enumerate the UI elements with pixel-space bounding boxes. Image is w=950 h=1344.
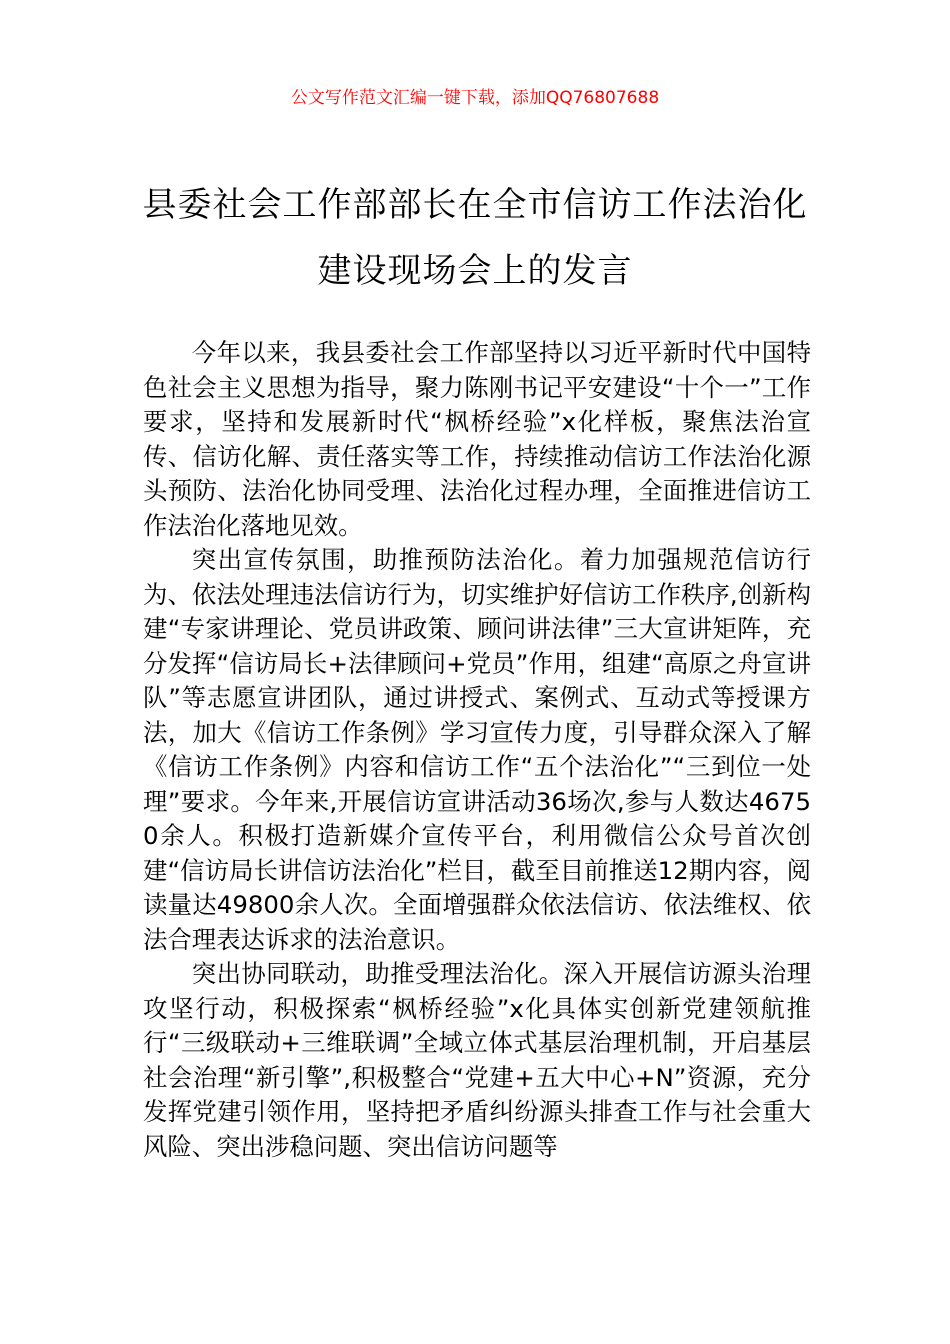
document-body bbox=[143, 336, 811, 1164]
download-banner[interactable]: 公文写作范文汇编一键下载，添加QQ76807688 bbox=[290, 88, 660, 108]
paragraph-publicity: 突出宣传氛围，助推预防法治化。着力加强规范信访行为、依法处理违法信访行为，切实维护好信访工作秩序,创新构建“专家讲理论、党员讲政策、顾问讲法律”三大宣讲矩阵，充分发挥“信访局长+法律顾问+党员”作用，组建“高原之舟宣讲队”等志愿宣讲团队，通过讲授式、案例式、互动式等授课方法，加大《信访工作条例》学习宣传力度，引导群众深入了解《信访工作条例》内容和信访工作“五个法治化”“三到位一处理”要求。今年来,开展信访宣讲活动36场次,参与人数达46750余人。积极打造新媒介宣传平台，利用微信公众号首次创建“信访局长讲信访法治化”栏目，截至目前推送12期内容，阅读量达49800余人次。全面增强群众依法信访、依法维权、依法合理表达诉求的法治意识。 bbox=[143, 545, 811, 954]
paragraph-coordination: 突出协同联动，助推受理法治化。深入开展信访源头治理攻坚行动，积极探索“枫桥经验”x化具体实创新党建领航推行“三级联动+三维联调”全域立体式基层治理机制，开启基层社会治理“新引擎”,积极整合“党建+五大中心+N”资源，充分发挥党建引领作用，坚持把矛盾纠纷源头排查工作与社会重大风险、突出涉稳问题、突出信访问题等 bbox=[143, 959, 811, 1161]
paragraph-intro: 今年以来，我县委社会工作部坚持以习近平新时代中国特色社会主义思想为指导，聚力陈刚书记平安建设“十个一”工作要求，坚持和发展新时代“枫桥经验”x化样板，聚焦法治宣传、信访化解、责任落实等工作，持续推动信访工作法治化源头预防、法治化协同受理、法治化过程办理，全面推进信访工作法治化落地见效。 bbox=[143, 338, 811, 540]
document-title: 县委社会工作部部长在全市信访工作法治化建设现场会上的发言 bbox=[142, 185, 808, 291]
